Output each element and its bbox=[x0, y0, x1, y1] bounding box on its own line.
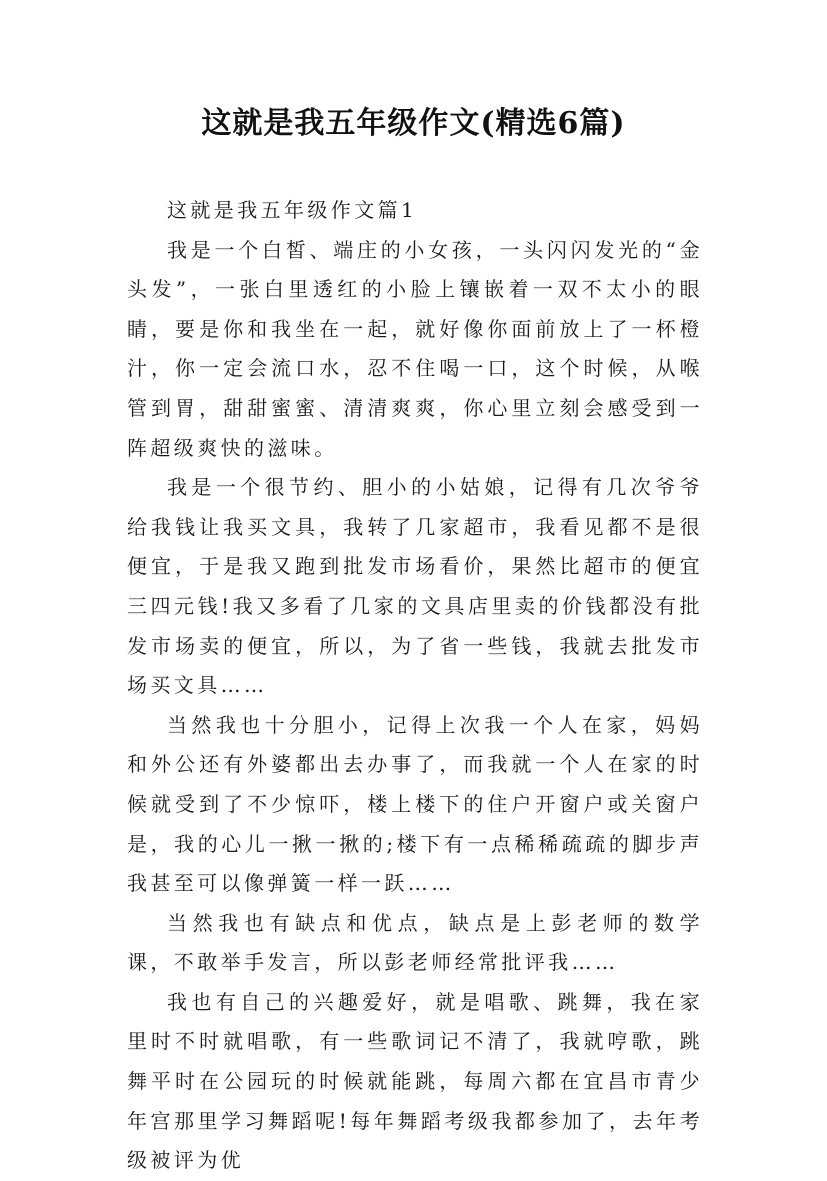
paragraph: 我是一个很节约、胆小的小姑娘，记得有几次爷爷给我钱让我买文具，我转了几家超市，我看见都不是很便宜，于是我又跑到批发市场看价，果然比超市的便宜三四元钱!我又多看了几家的文具店里卖的价钱都没有批发市场卖的便宜，所以，为了省一些钱，我就去批发市场买文具…… bbox=[127, 475, 703, 698]
paragraph: 当然我也有缺点和优点，缺点是上彭老师的数学课，不敢举手发言，所以彭老师经常批评我…… bbox=[127, 910, 703, 975]
section-heading: 这就是我五年级作文篇1 bbox=[167, 198, 418, 222]
document-title: 这就是我五年级作文(精选6篇) bbox=[201, 106, 626, 141]
paragraph: 我是一个白皙、端庄的小女孩，一头闪闪发光的“金头发”，一张白里透红的小脸上镶嵌着一双不太小的眼睛，要是你和我坐在一起，就好像你面前放上了一杯橙汁，你一定会流口水，忍不住喝一口，这个时候，从喉管到胃，甜甜蜜蜜、清清爽爽，你心里立刻会感受到一阵超级爽快的滋味。 bbox=[127, 237, 703, 460]
paragraph: 当然我也十分胆小，记得上次我一个人在家，妈妈和外公还有外婆都出去办事了，而我就一个人在家的时候就受到了不少惊吓，楼上楼下的住户开窗户或关窗户是，我的心儿一揪一揪的;楼下有一点稀稀疏疏的脚步声我甚至可以像弹簧一样一跃…… bbox=[127, 712, 703, 896]
document-body bbox=[127, 191, 703, 1181]
paragraph: 我也有自己的兴趣爱好，就是唱歌、跳舞，我在家里时不时就唱歌，有一些歌词记不清了，我就哼歌，跳舞平时在公园玩的时候就能跳，每周六都在宜昌市青少年宫那里学习舞蹈呢!每年舞蹈考级我都参加了，去年考级被评为优 bbox=[127, 989, 703, 1173]
